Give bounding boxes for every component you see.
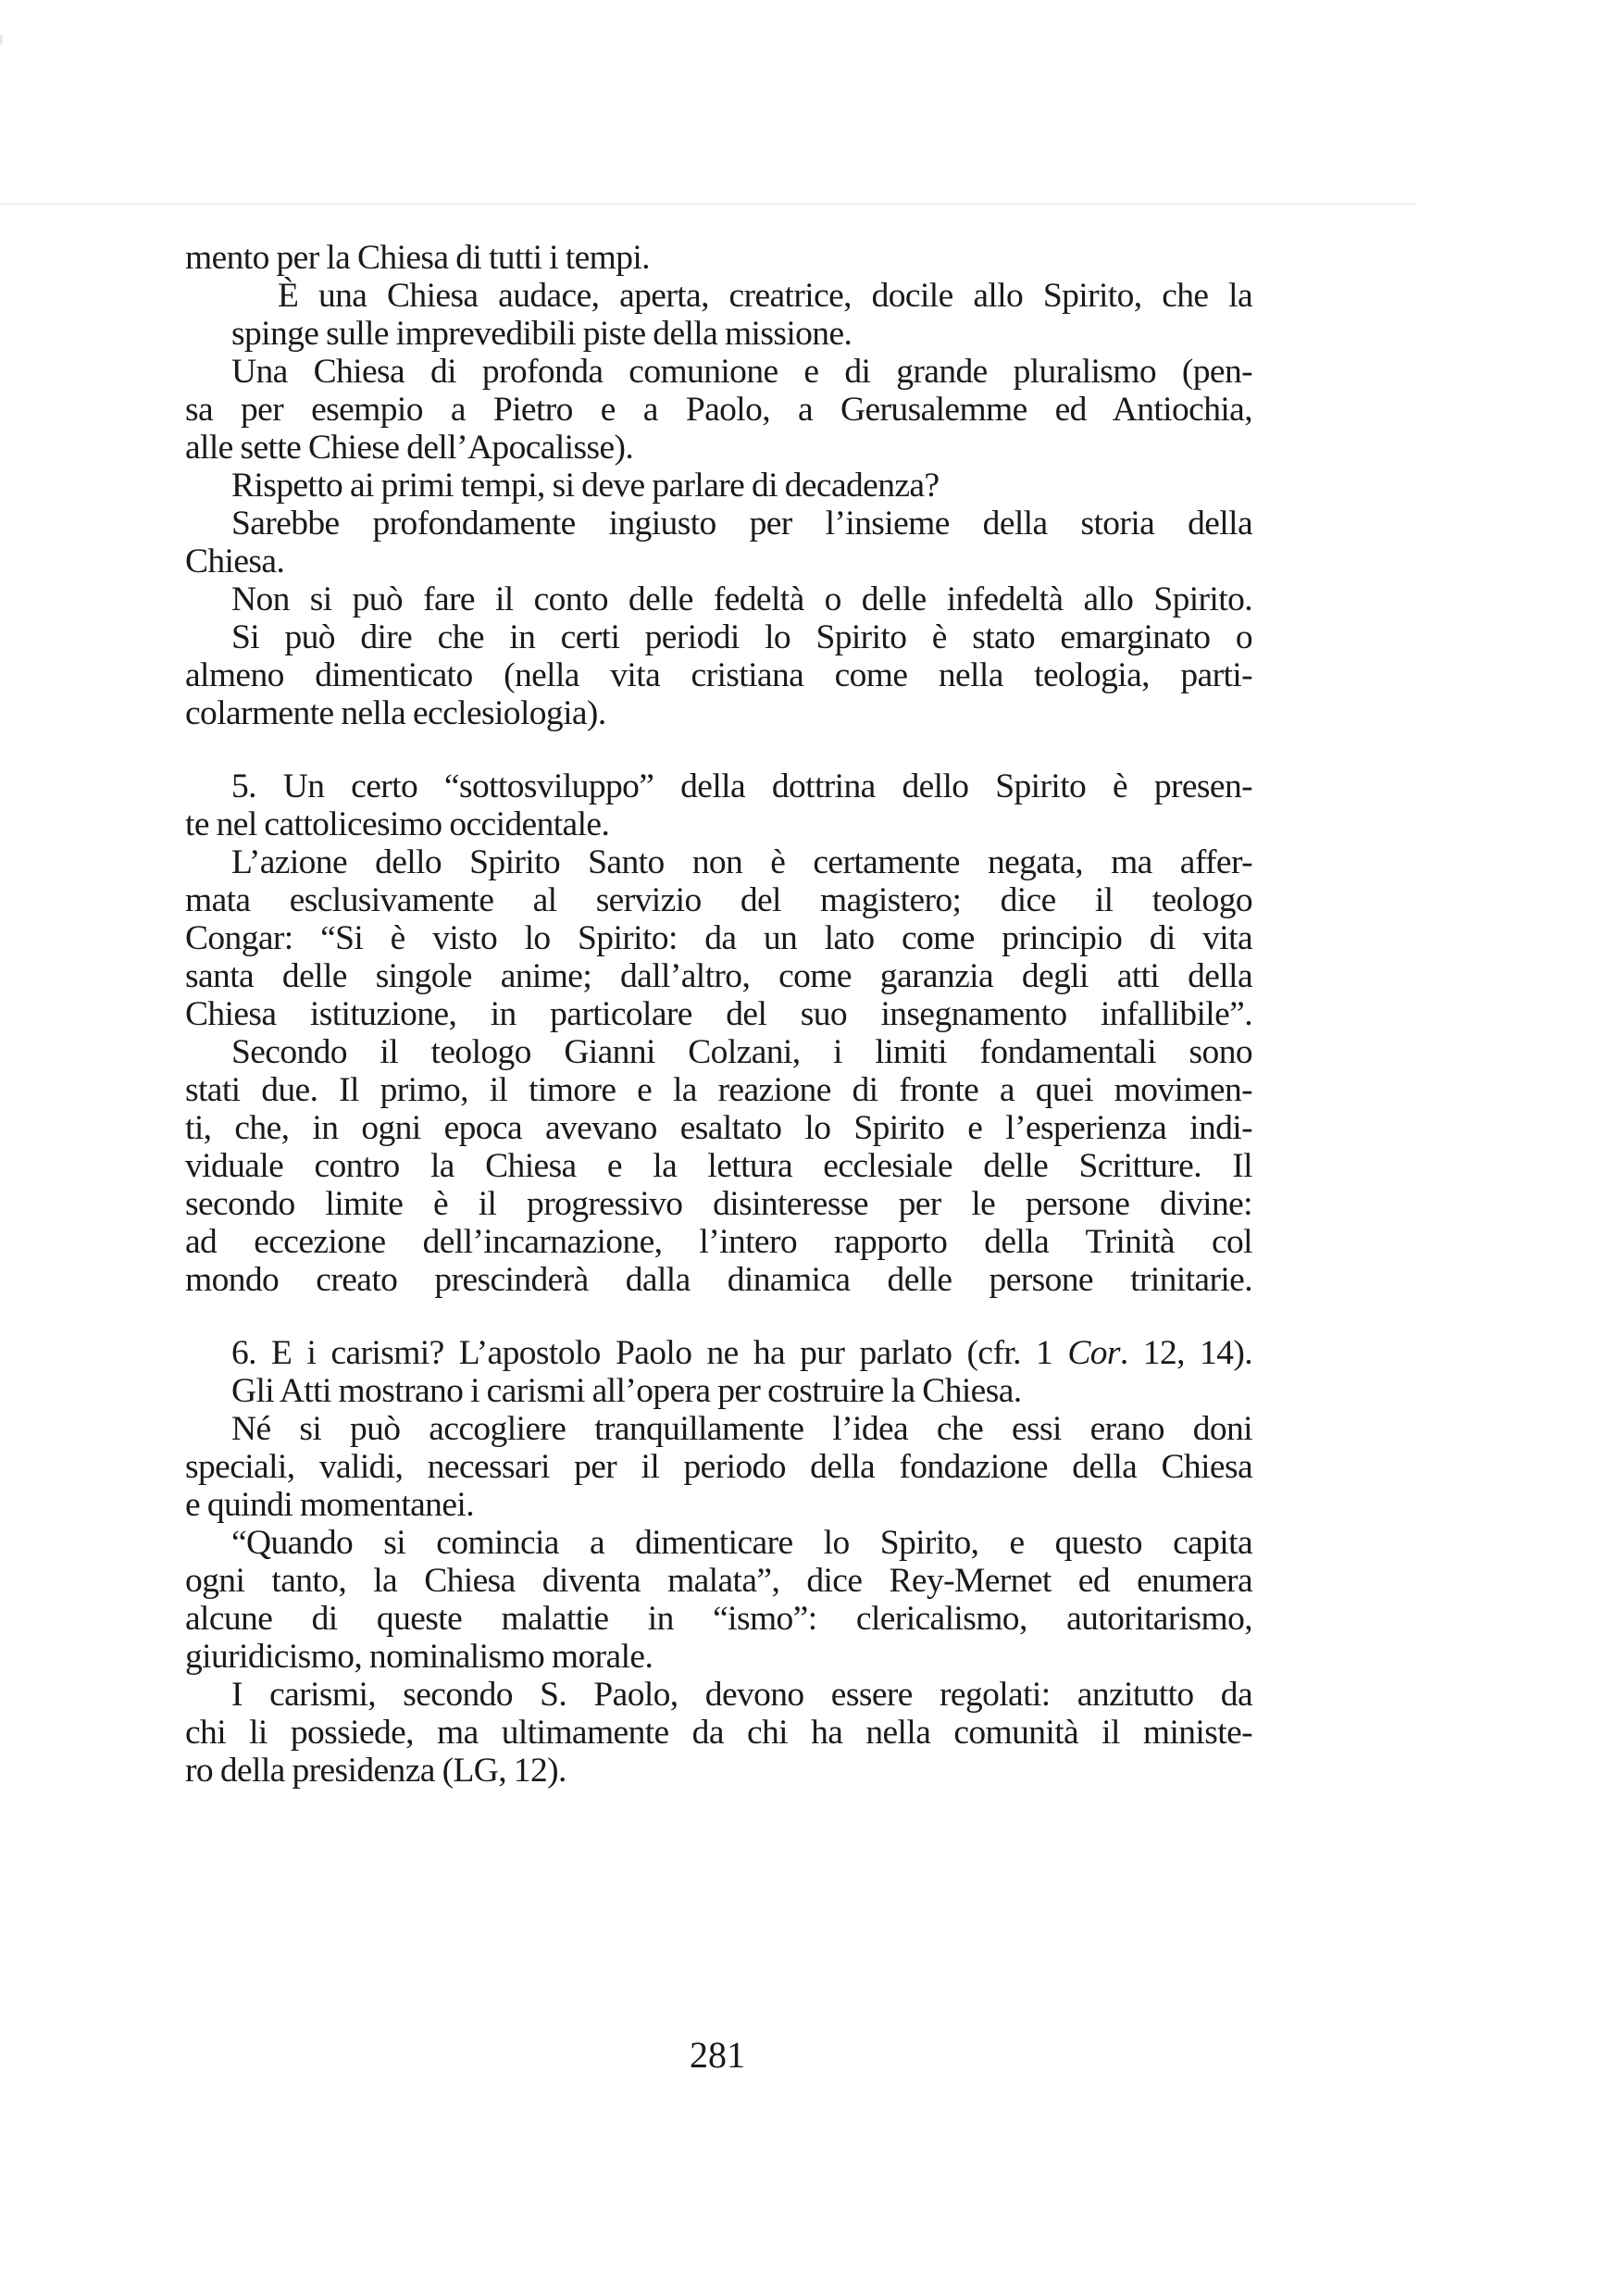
text-line: Chiesa istituzione, in particolare del suo insegnamento infallibile”. — [185, 995, 1252, 1033]
paragraph — [185, 1676, 1252, 1790]
text-line: Gli Atti mostrano i carismi all’opera per costruire la Chiesa. — [231, 1372, 1022, 1410]
paragraph — [185, 1410, 1252, 1524]
text-line: ti, che, in ogni epoca avevano esaltato lo Spirito e l’esperienza indi- — [185, 1109, 1252, 1147]
citation-suffix: . 12, 14). — [1119, 1334, 1252, 1372]
paragraph — [185, 353, 1252, 467]
citation-book: Cor — [1067, 1334, 1120, 1372]
paragraph — [185, 843, 1252, 1033]
text-line: Secondo il teologo Gianni Colzani, i limiti fondamentali sono — [231, 1033, 1252, 1071]
text-line: giuridicismo, nominalismo morale. — [185, 1638, 653, 1676]
paragraph — [185, 277, 1252, 353]
text-line: Rispetto ai primi tempi, si deve parlare di decadenza? — [231, 467, 940, 505]
paragraph — [185, 467, 1252, 505]
text-line: alcune di queste malattie in “ismo”: clericalismo, autoritarismo, — [185, 1600, 1252, 1638]
text-line: secondo limite è il progressivo disinteresse per le persone divine: — [185, 1185, 1252, 1223]
text-line: sa per esempio a Pietro e a Paolo, a Gerusalemme ed Antiochia, — [185, 391, 1252, 429]
text-line: ro della presidenza (LG, 12). — [185, 1752, 566, 1790]
scan-mark — [0, 35, 3, 44]
paragraph — [185, 239, 1252, 277]
paragraph — [185, 505, 1252, 580]
paragraph — [185, 1524, 1252, 1676]
paragraph — [185, 580, 1252, 618]
paragraph — [185, 618, 1252, 732]
text-line: I carismi, secondo S. Paolo, devono essere regolati: anzitutto da — [231, 1676, 1252, 1714]
text-line: stati due. Il primo, il timore e la reazione di fronte a quei movimen- — [185, 1071, 1252, 1109]
text-line: chi li possiede, ma ultimamente da chi ha nella comunità il ministe- — [185, 1714, 1252, 1752]
text-line: L’azione dello Spirito Santo non è certamente negata, ma affer- — [231, 843, 1252, 881]
text-line: speciali, validi, necessari per il periodo della fondazione della Chiesa — [185, 1448, 1252, 1486]
text-line: spinge sulle imprevedibili piste della missione. — [231, 315, 853, 353]
text-line: ad eccezione dell’incarnazione, l’intero rapporto della Trinità col — [185, 1223, 1252, 1261]
citation-prefix: 6. E i carismi? L’apostolo Paolo ne ha pur parlato (cfr. 1 — [231, 1334, 1068, 1372]
text-line: Non si può fare il conto delle fedeltà o delle infedeltà allo Spirito. — [231, 580, 1252, 618]
text-line: Congar: “Si è visto lo Spirito: da un lato come principio di vita — [185, 919, 1252, 957]
text-line: Una Chiesa di profonda comunione e di grande pluralismo (pen- — [231, 353, 1252, 391]
text-line: mata esclusivamente al servizio del magistero; dice il teologo — [185, 881, 1252, 919]
text-line: È una Chiesa audace, aperta, creatrice, docile allo Spirito, che la — [278, 277, 1252, 315]
paragraph — [185, 1033, 1252, 1299]
section-6-paragraph — [185, 1334, 1252, 1410]
text-line: Chiesa. — [185, 543, 285, 580]
text-line: 5. Un certo “sottosviluppo” della dottrina dello Spirito è presen- — [231, 767, 1252, 805]
text-line: Si può dire che in certi periodi lo Spirito è stato emarginato o — [231, 618, 1252, 656]
text-line: viduale contro la Chiesa e la lettura ecclesiale delle Scritture. Il — [185, 1147, 1252, 1185]
text-line: “Quando si comincia a dimenticare lo Spirito, e questo capita — [231, 1524, 1252, 1562]
text-line-with-citation — [185, 1334, 1252, 1372]
text-line: Sarebbe profondamente ingiusto per l’insieme della storia della — [231, 505, 1252, 543]
body-text-column — [185, 239, 1252, 1790]
text-line: mento per la Chiesa di tutti i tempi. — [185, 239, 650, 277]
text-line: almeno dimenticato (nella vita cristiana come nella teologia, parti- — [185, 656, 1252, 694]
text-line: te nel cattolicesimo occidentale. — [185, 805, 610, 843]
section-5-paragraph — [185, 767, 1252, 843]
text-line: Né si può accogliere tranquillamente l’idea che essi erano doni — [231, 1410, 1252, 1448]
text-line: alle sette Chiese dell’Apocalisse). — [185, 429, 634, 467]
text-line: colarmente nella ecclesiologia). — [185, 694, 606, 732]
scan-edge-rule — [0, 203, 1416, 206]
text-line: santa delle singole anime; dall’altro, come garanzia degli atti della — [185, 957, 1252, 995]
text-line: e quindi momentanei. — [185, 1486, 474, 1524]
page-number: 281 — [690, 2034, 745, 2076]
text-line: ogni tanto, la Chiesa diventa malata”, dice Rey-Mernet ed enumera — [185, 1562, 1252, 1600]
text-line: mondo creato prescinderà dalla dinamica delle persone trinitarie. — [185, 1261, 1252, 1299]
